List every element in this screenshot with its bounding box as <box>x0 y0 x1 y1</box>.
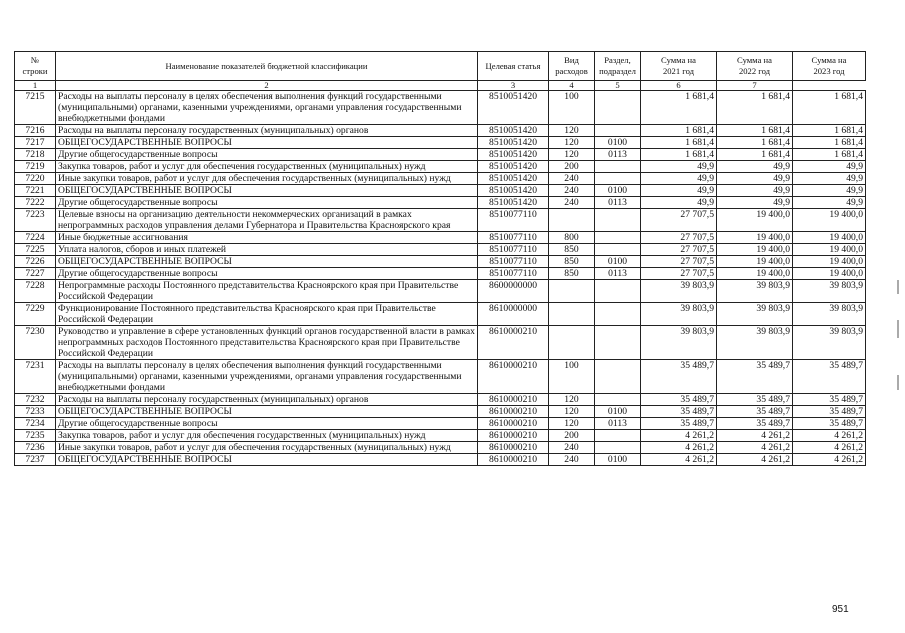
row-sum-2022: 1 681,4 <box>717 125 793 137</box>
row-name: ОБЩЕГОСУДАРСТВЕННЫЕ ВОПРОСЫ <box>56 454 478 466</box>
row-expense-type: 120 <box>549 149 595 161</box>
row-target-code: 8610000210 <box>478 326 549 360</box>
row-number: 7225 <box>15 244 56 256</box>
table-row <box>15 360 866 394</box>
row-number: 7228 <box>15 280 56 303</box>
row-sum-2021: 27 707,5 <box>641 268 717 280</box>
row-number: 7220 <box>15 173 56 185</box>
row-sum-2022: 49,9 <box>717 173 793 185</box>
row-number: 7236 <box>15 442 56 454</box>
row-section: 0100 <box>595 454 641 466</box>
row-section: 0113 <box>595 268 641 280</box>
row-sum-2021: 49,9 <box>641 173 717 185</box>
row-section <box>595 326 641 360</box>
row-number: 7215 <box>15 91 56 125</box>
row-name: Иные закупки товаров, работ и услуг для обеспечения государственных (муниципальных) нужд <box>56 173 478 185</box>
row-sum-2021: 49,9 <box>641 185 717 197</box>
row-expense-type: 100 <box>549 360 595 394</box>
row-expense-type: 800 <box>549 232 595 244</box>
row-name: Расходы на выплаты персоналу в целях обеспечения выполнения функций государственными (муниципальными) органами, казенными учреждениями, органами управления государственными внебюджетными фондами <box>56 91 478 125</box>
row-name: Другие общегосударственные вопросы <box>56 418 478 430</box>
row-sum-2023: 35 489,7 <box>793 418 866 430</box>
row-section: 0100 <box>595 137 641 149</box>
row-sum-2021: 4 261,2 <box>641 442 717 454</box>
row-sum-2023: 19 400,0 <box>793 244 866 256</box>
row-expense-type: 120 <box>549 406 595 418</box>
row-name: Расходы на выплаты персоналу в целях обеспечения выполнения функций государственными (муниципальными) органами, казенными учреждениями, органами управления государственными внебюджетными фондами <box>56 360 478 394</box>
row-sum-2022: 19 400,0 <box>717 232 793 244</box>
row-expense-type <box>549 326 595 360</box>
row-sum-2023: 19 400,0 <box>793 209 866 232</box>
row-section <box>595 360 641 394</box>
row-target-code: 8610000000 <box>478 303 549 326</box>
column-number: 2 <box>56 81 478 91</box>
row-section: 0100 <box>595 406 641 418</box>
row-sum-2021: 27 707,5 <box>641 232 717 244</box>
table-row <box>15 256 866 268</box>
row-section: 0100 <box>595 256 641 268</box>
row-name: Другие общегосударственные вопросы <box>56 149 478 161</box>
header-section: Раздел, подраздел <box>595 52 641 81</box>
row-sum-2021: 4 261,2 <box>641 454 717 466</box>
row-section <box>595 280 641 303</box>
table-row <box>15 161 866 173</box>
row-number: 7216 <box>15 125 56 137</box>
header-row-number: № строки <box>15 52 56 81</box>
row-sum-2023: 39 803,9 <box>793 303 866 326</box>
column-number: 4 <box>549 81 595 91</box>
row-sum-2022: 19 400,0 <box>717 256 793 268</box>
table-row <box>15 173 866 185</box>
row-target-code: 8510051420 <box>478 173 549 185</box>
header-name: Наименование показателей бюджетной классификации <box>56 52 478 81</box>
row-sum-2022: 1 681,4 <box>717 137 793 149</box>
row-expense-type: 120 <box>549 418 595 430</box>
row-name: Иные закупки товаров, работ и услуг для обеспечения государственных (муниципальных) нужд <box>56 442 478 454</box>
row-sum-2021: 35 489,7 <box>641 360 717 394</box>
row-expense-type: 120 <box>549 125 595 137</box>
row-sum-2023: 49,9 <box>793 185 866 197</box>
table-header <box>15 52 866 91</box>
row-sum-2022: 49,9 <box>717 197 793 209</box>
row-target-code: 8510077110 <box>478 268 549 280</box>
row-sum-2023: 49,9 <box>793 173 866 185</box>
row-expense-type: 240 <box>549 442 595 454</box>
row-number: 7223 <box>15 209 56 232</box>
row-sum-2022: 35 489,7 <box>717 418 793 430</box>
row-name: Другие общегосударственные вопросы <box>56 197 478 209</box>
row-sum-2023: 1 681,4 <box>793 125 866 137</box>
row-expense-type: 850 <box>549 244 595 256</box>
row-number: 7231 <box>15 360 56 394</box>
row-section <box>595 394 641 406</box>
row-sum-2021: 49,9 <box>641 161 717 173</box>
row-target-code: 8610000210 <box>478 360 549 394</box>
row-sum-2021: 39 803,9 <box>641 326 717 360</box>
row-sum-2023: 49,9 <box>793 197 866 209</box>
row-number: 7227 <box>15 268 56 280</box>
row-section <box>595 161 641 173</box>
table-row <box>15 91 866 125</box>
row-sum-2022: 4 261,2 <box>717 454 793 466</box>
table-row <box>15 197 866 209</box>
row-target-code: 8610000210 <box>478 406 549 418</box>
row-section: 0113 <box>595 418 641 430</box>
table-row <box>15 209 866 232</box>
row-expense-type <box>549 209 595 232</box>
row-sum-2022: 1 681,4 <box>717 149 793 161</box>
row-name: ОБЩЕГОСУДАРСТВЕННЫЕ ВОПРОСЫ <box>56 406 478 418</box>
row-target-code: 8510051420 <box>478 197 549 209</box>
row-number: 7219 <box>15 161 56 173</box>
row-number: 7222 <box>15 197 56 209</box>
row-expense-type: 240 <box>549 173 595 185</box>
row-section <box>595 173 641 185</box>
row-sum-2023: 35 489,7 <box>793 394 866 406</box>
header-code: Целевая статья <box>478 52 549 81</box>
row-name: ОБЩЕГОСУДАРСТВЕННЫЕ ВОПРОСЫ <box>56 185 478 197</box>
row-section <box>595 244 641 256</box>
row-sum-2023: 1 681,4 <box>793 137 866 149</box>
row-target-code: 8510077110 <box>478 209 549 232</box>
row-name: ОБЩЕГОСУДАРСТВЕННЫЕ ВОПРОСЫ <box>56 256 478 268</box>
header-sum-2023: Сумма на 2023 год <box>793 52 866 81</box>
table-row <box>15 268 866 280</box>
table-row <box>15 185 866 197</box>
row-sum-2021: 1 681,4 <box>641 149 717 161</box>
row-expense-type: 240 <box>549 197 595 209</box>
row-sum-2022: 1 681,4 <box>717 91 793 125</box>
header-sum-2022: Сумма на 2022 год <box>717 52 793 81</box>
row-name: Иные бюджетные ассигнования <box>56 232 478 244</box>
table-row <box>15 430 866 442</box>
row-sum-2023: 4 261,2 <box>793 442 866 454</box>
row-number: 7233 <box>15 406 56 418</box>
row-sum-2021: 35 489,7 <box>641 418 717 430</box>
row-expense-type <box>549 280 595 303</box>
table-row <box>15 406 866 418</box>
row-name: Расходы на выплаты персоналу государственных (муниципальных) органов <box>56 394 478 406</box>
row-section: 0113 <box>595 149 641 161</box>
table-row <box>15 280 866 303</box>
table-row <box>15 442 866 454</box>
row-target-code: 8510051420 <box>478 91 549 125</box>
budget-table <box>14 51 866 466</box>
row-sum-2022: 39 803,9 <box>717 326 793 360</box>
column-number: 5 <box>595 81 641 91</box>
row-sum-2021: 39 803,9 <box>641 280 717 303</box>
row-sum-2021: 1 681,4 <box>641 137 717 149</box>
row-number: 7234 <box>15 418 56 430</box>
row-name: ОБЩЕГОСУДАРСТВЕННЫЕ ВОПРОСЫ <box>56 137 478 149</box>
row-number: 7237 <box>15 454 56 466</box>
row-sum-2022: 35 489,7 <box>717 360 793 394</box>
column-number: 6 <box>641 81 717 91</box>
row-number: 7229 <box>15 303 56 326</box>
table-row <box>15 137 866 149</box>
row-expense-type: 200 <box>549 161 595 173</box>
row-sum-2022: 39 803,9 <box>717 280 793 303</box>
row-number: 7221 <box>15 185 56 197</box>
row-expense-type: 850 <box>549 268 595 280</box>
row-section: 0100 <box>595 185 641 197</box>
row-sum-2021: 4 261,2 <box>641 430 717 442</box>
row-sum-2023: 35 489,7 <box>793 360 866 394</box>
row-sum-2021: 49,9 <box>641 197 717 209</box>
row-sum-2021: 35 489,7 <box>641 406 717 418</box>
row-expense-type: 240 <box>549 454 595 466</box>
row-sum-2022: 19 400,0 <box>717 244 793 256</box>
table-row <box>15 244 866 256</box>
row-number: 7218 <box>15 149 56 161</box>
row-section <box>595 232 641 244</box>
row-name: Другие общегосударственные вопросы <box>56 268 478 280</box>
row-sum-2021: 27 707,5 <box>641 244 717 256</box>
row-sum-2021: 35 489,7 <box>641 394 717 406</box>
row-sum-2022: 4 261,2 <box>717 442 793 454</box>
row-target-code: 8610000210 <box>478 430 549 442</box>
row-expense-type <box>549 303 595 326</box>
row-sum-2021: 27 707,5 <box>641 209 717 232</box>
row-target-code: 8510051420 <box>478 185 549 197</box>
row-sum-2021: 27 707,5 <box>641 256 717 268</box>
row-expense-type: 850 <box>549 256 595 268</box>
row-sum-2022: 49,9 <box>717 185 793 197</box>
row-name: Целевые взносы на организацию деятельности некоммерческих организаций в рамках непрограммных расходов управления делами Губернатора и Правительства Красноярского края <box>56 209 478 232</box>
row-name: Уплата налогов, сборов и иных платежей <box>56 244 478 256</box>
row-section <box>595 125 641 137</box>
row-sum-2022: 49,9 <box>717 161 793 173</box>
row-section <box>595 209 641 232</box>
table-row <box>15 303 866 326</box>
row-sum-2023: 19 400,0 <box>793 256 866 268</box>
row-sum-2023: 4 261,2 <box>793 454 866 466</box>
table-body <box>15 91 866 466</box>
row-expense-type: 100 <box>549 91 595 125</box>
row-target-code: 8510077110 <box>478 232 549 244</box>
table-row <box>15 149 866 161</box>
row-target-code: 8510051420 <box>478 161 549 173</box>
row-sum-2023: 49,9 <box>793 161 866 173</box>
row-sum-2022: 19 400,0 <box>717 268 793 280</box>
row-name: Закупка товаров, работ и услуг для обеспечения государственных (муниципальных) нужд <box>56 430 478 442</box>
scan-edge-marks <box>895 280 901 400</box>
row-target-code: 8510051420 <box>478 137 549 149</box>
row-number: 7226 <box>15 256 56 268</box>
row-name: Расходы на выплаты персоналу государственных (муниципальных) органов <box>56 125 478 137</box>
table-row <box>15 125 866 137</box>
table-row <box>15 326 866 360</box>
row-name: Функционирование Постоянного представительства Красноярского края при Правительстве Российской Федерации <box>56 303 478 326</box>
row-number: 7232 <box>15 394 56 406</box>
row-target-code: 8600000000 <box>478 280 549 303</box>
row-target-code: 8510077110 <box>478 256 549 268</box>
row-target-code: 8610000210 <box>478 442 549 454</box>
row-expense-type: 120 <box>549 394 595 406</box>
column-number: 3 <box>478 81 549 91</box>
row-section: 0113 <box>595 197 641 209</box>
row-sum-2023: 1 681,4 <box>793 91 866 125</box>
column-number: 1 <box>15 81 56 91</box>
row-target-code: 8510051420 <box>478 149 549 161</box>
header-expense-type: Вид расходов <box>549 52 595 81</box>
row-section <box>595 303 641 326</box>
column-number: 7 <box>717 81 793 91</box>
row-sum-2021: 1 681,4 <box>641 91 717 125</box>
row-sum-2022: 4 261,2 <box>717 430 793 442</box>
row-number: 7230 <box>15 326 56 360</box>
row-number: 7235 <box>15 430 56 442</box>
page-number: 951 <box>832 604 849 615</box>
row-name: Руководство и управление в сфере установленных функций органов государственной власти в рамках непрограммных расходов Постоянного представительства Красноярского края при Правительстве Российской Федерации <box>56 326 478 360</box>
row-sum-2022: 39 803,9 <box>717 303 793 326</box>
row-target-code: 8510077110 <box>478 244 549 256</box>
row-name: Непрограммные расходы Постоянного представительства Красноярского края при Правительстве Российской Федерации <box>56 280 478 303</box>
row-sum-2022: 19 400,0 <box>717 209 793 232</box>
row-sum-2023: 4 261,2 <box>793 430 866 442</box>
row-sum-2023: 19 400,0 <box>793 268 866 280</box>
row-sum-2021: 39 803,9 <box>641 303 717 326</box>
row-target-code: 8510051420 <box>478 125 549 137</box>
header-sum-2021: Сумма на 2021 год <box>641 52 717 81</box>
row-name: Закупка товаров, работ и услуг для обеспечения государственных (муниципальных) нужд <box>56 161 478 173</box>
row-sum-2023: 19 400,0 <box>793 232 866 244</box>
row-target-code: 8610000210 <box>478 418 549 430</box>
row-expense-type: 240 <box>549 185 595 197</box>
column-numbering-row <box>15 81 866 91</box>
row-expense-type: 200 <box>549 430 595 442</box>
row-section <box>595 91 641 125</box>
row-sum-2022: 35 489,7 <box>717 406 793 418</box>
row-sum-2023: 39 803,9 <box>793 326 866 360</box>
row-expense-type: 120 <box>549 137 595 149</box>
row-target-code: 8610000210 <box>478 394 549 406</box>
row-sum-2021: 1 681,4 <box>641 125 717 137</box>
row-sum-2022: 35 489,7 <box>717 394 793 406</box>
row-sum-2023: 35 489,7 <box>793 406 866 418</box>
row-section <box>595 442 641 454</box>
row-section <box>595 430 641 442</box>
row-number: 7217 <box>15 137 56 149</box>
row-target-code: 8610000210 <box>478 454 549 466</box>
table-row <box>15 454 866 466</box>
row-sum-2023: 1 681,4 <box>793 149 866 161</box>
row-number: 7224 <box>15 232 56 244</box>
row-sum-2023: 39 803,9 <box>793 280 866 303</box>
table-row <box>15 232 866 244</box>
table-row <box>15 418 866 430</box>
table-row <box>15 394 866 406</box>
